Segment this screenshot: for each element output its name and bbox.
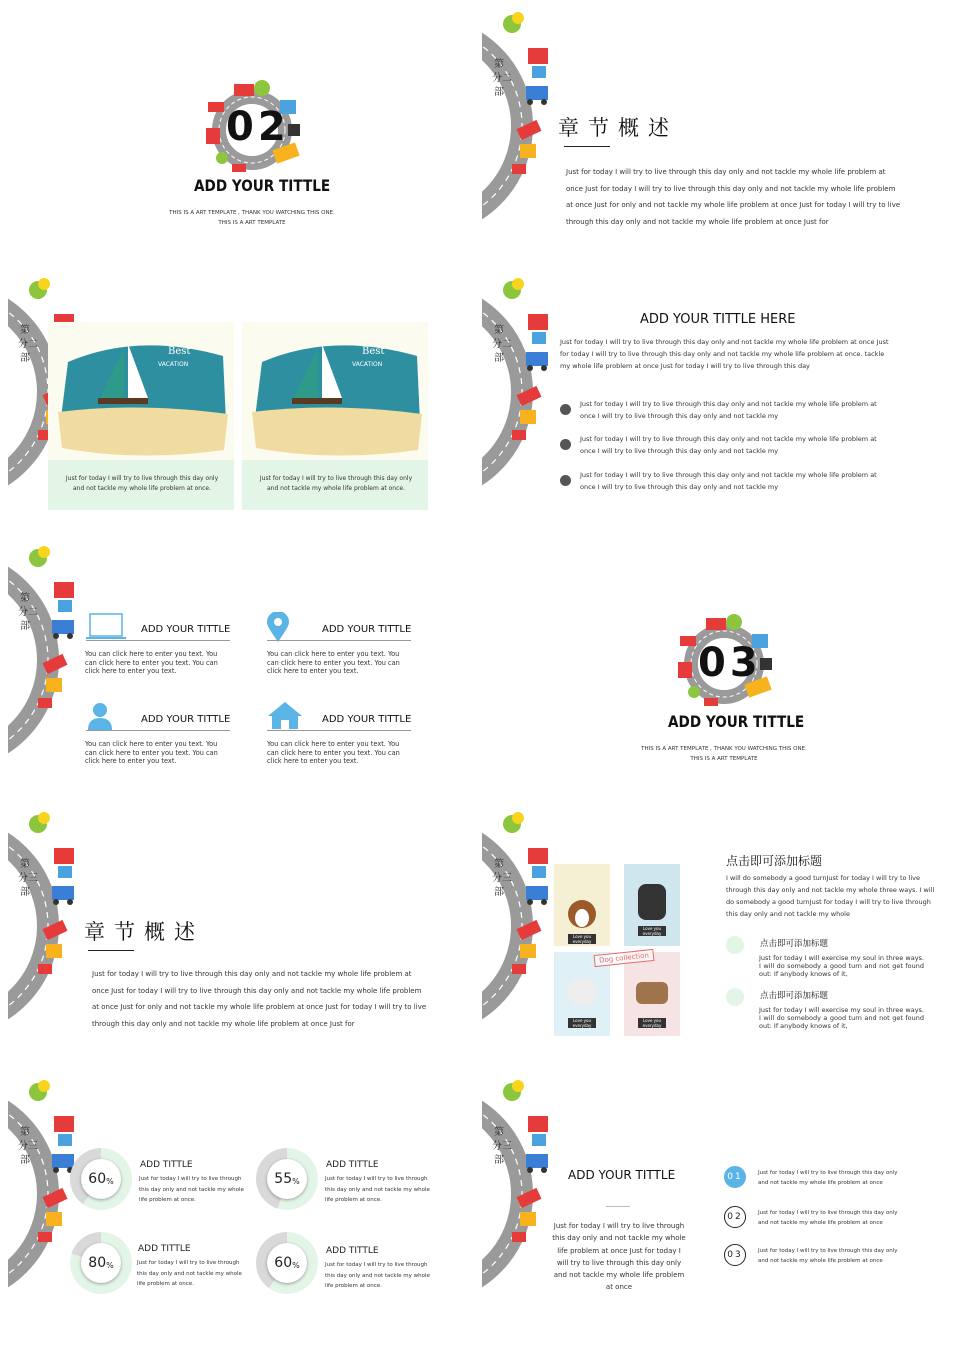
feature-title-4: ADD YOUR TITTLE [322, 714, 412, 725]
item-text: Just for today I will try to live through this day only and not tackle my whole life problem at once. [325, 1262, 430, 1289]
percent-sign: % [106, 1176, 114, 1186]
feature-title-2: ADD YOUR TITTLE [322, 624, 412, 635]
percent-donut [256, 1148, 318, 1210]
dog-collection-stamp: Dog collection [594, 949, 655, 967]
bullet-dot [560, 475, 571, 486]
item-text: Just for today I will try to live through this day only and not tackle my whole life problem at once. [139, 1176, 244, 1203]
divider [267, 640, 411, 641]
item-text: Just for today I will try to live through this day only and not tackle my whole life problem at once. [137, 1260, 242, 1287]
chapter-body: Just for today I will try to live through this day only and not tackle my whole life problem at once Just for today I will try to live through this day only and not tackle my whole life problem at once Just for only and not tackle my whole life problem at once Just for today I will try to live through this day only and not tackle my whole life problem at once Just for [566, 168, 901, 226]
percent-value: 60 [88, 1171, 107, 1187]
bullet-dot [560, 439, 571, 450]
road-illustration [482, 1074, 562, 1336]
slide-3[interactable] [8, 272, 474, 534]
step-number-3: 03 [724, 1244, 746, 1266]
road-illustration [482, 806, 562, 1068]
section-title: ADD YOUR TITTLE [194, 176, 331, 195]
percent-value: 55 [274, 1171, 293, 1187]
slide-6[interactable] [482, 540, 948, 802]
badge-vacation: VACATION [352, 361, 383, 368]
section-number: 03 [698, 640, 762, 686]
road-illustration [8, 1074, 88, 1336]
slide-2[interactable] [482, 6, 948, 268]
body-text: Just for today I will try to live through this day only and not tackle my whole life problem at once Just for today I will try to live through this day only and not tackle my whole life problem at once [552, 1222, 686, 1292]
feature-text-2: You can click here to enter you text. You can click here to enter you text. You can click here to enter you text. [267, 650, 400, 675]
item-title: ADD TITTLE [138, 1244, 191, 1254]
step-text-3: Just for today I will try to live through this day only and not tackle my whole life problem at once [758, 1248, 898, 1264]
part-label: 第 分三 部 [492, 1127, 512, 1166]
feature-title-1: ADD YOUR TITTLE [141, 624, 231, 635]
intro-text: Just for today I will try to live through this day only and not tackle my whole life problem at once Just for today I will try to live through this day only and not tackle my whole life problem at once. tackle my whole life problem at once Just for today I will try to live through this day [560, 338, 889, 370]
title-underline [88, 950, 134, 951]
bullet-text-3: Just for today I will try to live through this day only and not tackle my whole life problem at once I will try to live through this day only and not tackle my [580, 471, 877, 491]
road-illustration [482, 272, 562, 534]
slide-5[interactable] [8, 540, 474, 802]
badge-best: Best [168, 346, 191, 357]
dog-card-1 [554, 864, 610, 946]
sailboat-image [48, 322, 234, 460]
dog-card-4 [624, 952, 680, 1036]
percent-donut [70, 1232, 132, 1294]
dog-card-text: Love you everyday [638, 1018, 666, 1028]
feature-title-3: ADD YOUR TITTLE [141, 714, 231, 725]
title-underline [564, 146, 610, 147]
photo-card-2 [242, 322, 428, 510]
section-title: ADD YOUR TITTLE [668, 712, 805, 731]
dog-card-text: Love you everyday [568, 934, 596, 944]
item-title: ADD TITTLE [326, 1160, 379, 1170]
step-text-1: Just for today I will try to live through this day only and not tackle my whole life problem at once [758, 1170, 898, 1186]
item-title-1: 点击即可添加标题 [760, 939, 829, 949]
divider [267, 730, 411, 731]
percent-value: 80 [88, 1255, 107, 1271]
step-text-2: Just for today I will try to live through this day only and not tackle my whole life problem at once [758, 1210, 898, 1226]
slide-4[interactable] [482, 272, 948, 534]
percent-sign: % [106, 1260, 114, 1270]
slide-7[interactable] [8, 806, 474, 1068]
road-illustration [482, 6, 562, 268]
item-title: ADD TITTLE [140, 1160, 193, 1170]
part-label: 第 分三 部 [18, 1127, 38, 1166]
step-number-2: 02 [724, 1206, 746, 1228]
item-text-1: Just for today I will exercise my soul in three ways. I will do somebody a good turn and not get found out: If anybody knows of it, [759, 954, 924, 978]
slide-8[interactable] [482, 806, 948, 1068]
part-label: 第 分三 部 [492, 859, 512, 898]
plus-icon [726, 936, 744, 954]
feature-text-4: You can click here to enter you text. You can click here to enter you text. You can click here to enter you text. [267, 740, 400, 765]
item-title-2: 点击即可添加标题 [760, 991, 829, 1001]
bullet-dot [560, 404, 571, 415]
dog-card-text: Love you everyday [568, 1018, 596, 1028]
chapter-body: Just for today I will try to live through this day only and not tackle my whole life problem at once Just for today I will try to live through this day only and not tackle my whole life problem at once Just for only and not tackle my whole life problem at once Just for today I will try to live through this day only and not tackle my whole life problem at once Just for [92, 970, 427, 1028]
intro-text: I will do somebody a good turnJust for today I will try to live through this day only and not tackle my whole three ways. I will do somebody a good turnJust for today I will try to live through this day only and not tackle my whole [726, 874, 935, 918]
chapter-title: 章节概述 [84, 920, 204, 944]
slide-9[interactable] [8, 1074, 474, 1336]
bullet-text-1: Just for today I will try to live through this day only and not tackle my whole life problem at once I will try to live through this day only and not tackle my [580, 400, 877, 420]
laptop-icon [86, 612, 126, 642]
slide-title: 点击即可添加标题 [726, 854, 823, 868]
title-underline [606, 1206, 630, 1207]
badge-best: Best [362, 346, 385, 357]
section-caption: THIS IS A ART TEMPLATE , THANK YOU WATCHING THIS ONE. THIS IS A ART TEMPLATE [641, 746, 807, 762]
item-text-2: Just for today I will exercise my soul in three ways. I will do somebody a good turn and not get found out: If anybody knows of it, [759, 1006, 924, 1030]
percent-sign: % [292, 1260, 300, 1270]
badge-vacation: VACATION [158, 361, 189, 368]
sailboat-image [242, 322, 428, 460]
photo-caption-2: Just for today I will try to live through this day only and not tackle my whole life problem at once. [259, 475, 413, 492]
slide-title: ADD YOUR TITTLE [568, 1168, 676, 1182]
house-icon [266, 700, 304, 730]
item-text: Just for today I will try to live through this day only and not tackle my whole life problem at once. [325, 1176, 430, 1203]
dog-card-text: Love you everyday [638, 926, 666, 936]
section-caption: THIS IS A ART TEMPLATE , THANK YOU WATCHING THIS ONE. THIS IS A ART TEMPLATE [169, 210, 335, 226]
part-label: 第 分三 部 [18, 859, 38, 898]
part-label: 第 分二 部 [492, 59, 512, 98]
divider [86, 730, 230, 731]
person-icon [86, 702, 114, 730]
part-label: 第 分二 部 [492, 325, 512, 364]
feature-text-1: You can click here to enter you text. You can click here to enter you text. You can click here to enter you text. [85, 650, 218, 675]
slide-title: ADD YOUR TITTLE HERE [640, 312, 796, 327]
percent-donut [70, 1148, 132, 1210]
slide-10[interactable] [482, 1074, 948, 1336]
road-illustration [8, 540, 88, 802]
item-title: ADD TITTLE [326, 1246, 379, 1256]
dog-card-2 [624, 864, 680, 946]
photo-caption-1: Just for today I will try to live through this day only and not tackle my whole life problem at once. [65, 475, 219, 492]
bullet-text-2: Just for today I will try to live through this day only and not tackle my whole life problem at once I will try to live through this day only and not tackle my [580, 435, 877, 455]
step-number-1: 01 [724, 1166, 746, 1188]
percent-value: 60 [274, 1255, 293, 1271]
part-label: 第 分二 部 [18, 325, 38, 364]
percent-sign: % [292, 1176, 300, 1186]
photo-card-1 [48, 322, 234, 510]
percent-donut [256, 1232, 318, 1294]
road-illustration [8, 806, 88, 1068]
divider [86, 640, 230, 641]
part-label: 第 分二 部 [18, 593, 38, 632]
section-number: 02 [226, 104, 290, 150]
feature-text-3: You can click here to enter you text. You can click here to enter you text. You can click here to enter you text. [85, 740, 218, 765]
plus-icon [726, 988, 744, 1006]
slide-1[interactable] [8, 6, 474, 268]
chapter-title: 章节概述 [558, 116, 678, 140]
